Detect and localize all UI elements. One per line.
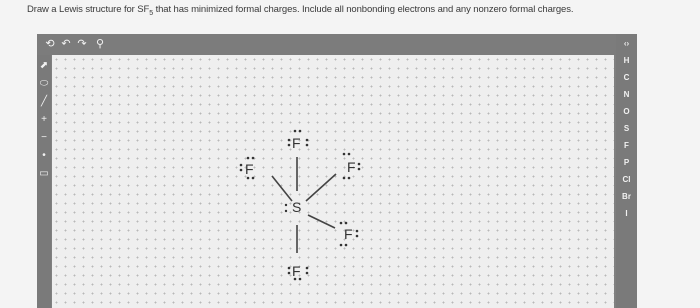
bond-s-f-left [272, 176, 292, 201]
element-s[interactable]: S [623, 124, 630, 133]
bond-s-f-upper-right [306, 174, 336, 201]
element-f[interactable]: F [624, 141, 629, 150]
question-text-start: Draw a Lewis structure for SF [27, 4, 150, 15]
element-p[interactable]: P [623, 158, 630, 167]
select-tool-icon[interactable]: ⬈ [39, 60, 49, 71]
element-h[interactable]: H [623, 56, 630, 65]
bond-lines [52, 55, 614, 308]
atom-f-top[interactable]: F [292, 135, 301, 151]
question-text-end: that has minimized formal charges. Include all nonbonding electrons and any nonzero formal charges. [153, 4, 574, 15]
plus-charge-icon[interactable]: + [41, 114, 47, 125]
redo-icon[interactable]: ↷ [77, 38, 87, 50]
atom-f-left[interactable]: F [245, 161, 254, 177]
atom-f-upper-right[interactable]: F [347, 159, 356, 175]
element-br[interactable]: Br [622, 192, 631, 201]
element-i[interactable]: I [625, 209, 628, 218]
molecule-editor [37, 34, 637, 308]
atom-s-central[interactable]: S [292, 199, 302, 215]
question-subscript: 5 [149, 9, 154, 17]
question-text [27, 4, 573, 17]
zoom-icon[interactable]: ⚲ [95, 38, 105, 50]
clear-icon[interactable]: ⟲ [45, 38, 55, 50]
box-tool-icon[interactable]: ▭ [39, 168, 49, 179]
element-n[interactable]: N [623, 90, 630, 99]
left-toolbar [37, 55, 51, 308]
undo-icon[interactable]: ↶ [61, 38, 71, 50]
element-palette [616, 34, 637, 308]
editor-toolbar [37, 34, 637, 55]
bond-s-f-lower-right [308, 215, 335, 228]
atom-f-lower-right[interactable]: F [344, 226, 353, 242]
bond-tool-icon[interactable]: ╱ [40, 96, 48, 107]
element-o[interactable]: O [623, 107, 630, 116]
drawing-canvas[interactable] [52, 55, 614, 308]
eraser-tool-icon[interactable]: ⬭ [39, 78, 49, 89]
expand-panel-icon[interactable]: ‹› [623, 39, 630, 48]
minus-charge-icon[interactable]: − [41, 132, 47, 143]
electron-dot-icon[interactable]: • [42, 150, 46, 161]
atom-f-bottom[interactable]: F [292, 263, 301, 279]
element-cl[interactable]: Cl [622, 175, 631, 184]
element-c[interactable]: C [623, 73, 630, 82]
